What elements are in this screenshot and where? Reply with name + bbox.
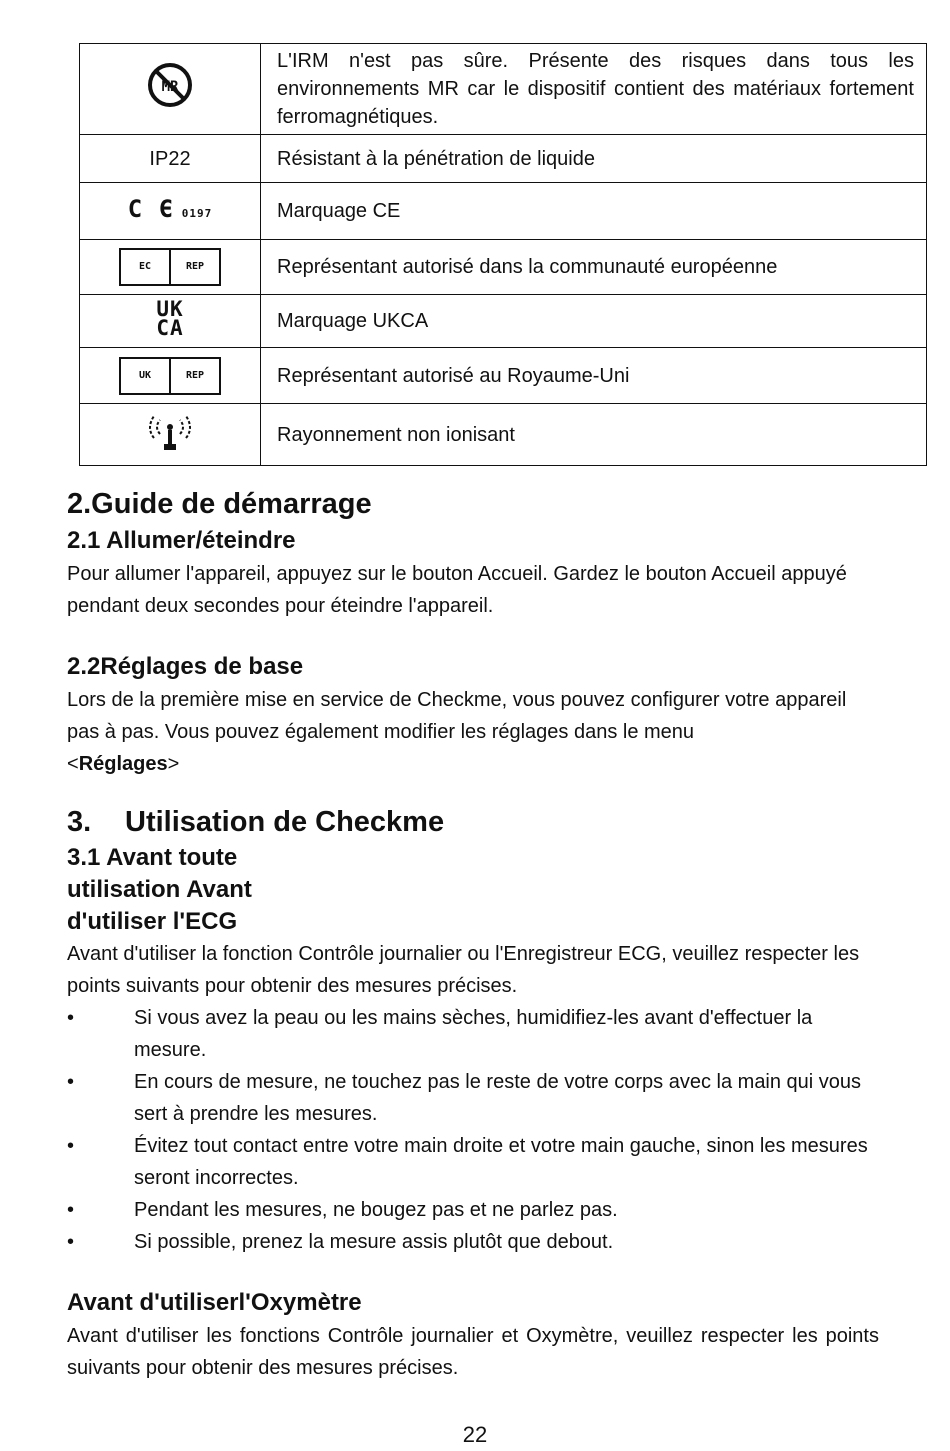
symbol-cell: [80, 348, 261, 404]
symbol-description: Rayonnement non ionisant: [261, 404, 927, 466]
section-3-1-heading-line: 3.1 Avant toute: [67, 844, 238, 871]
table-row: [80, 348, 927, 404]
precaution-list: [67, 1002, 877, 1258]
list-item: [67, 1130, 877, 1194]
bullet: •: [67, 1199, 75, 1221]
list-item: [67, 1066, 877, 1130]
section-3-heading: [67, 806, 907, 839]
list-item: [67, 1002, 877, 1066]
page-number: 22: [462, 1422, 488, 1447]
list-item: [67, 1226, 877, 1258]
symbol-description: Marquage CE: [261, 183, 927, 240]
list-item-text: Si vous avez la peau ou les mains sèches, humidifiez-les avant d'effectuer la mesure.: [134, 1007, 813, 1061]
oximeter-text: Avant d'utiliser les fonctions Contrôle journalier et Oxymètre, veuillez respecter les points suivants pour obtenir des mesures précises.: [67, 1325, 879, 1379]
table-row: [80, 44, 927, 135]
section-3-1-heading: [67, 842, 907, 938]
symbol-table: [79, 43, 927, 466]
list-item-text: Si possible, prenez la mesure assis plutôt que debout.: [134, 1231, 614, 1253]
menu-open-bracket: <: [67, 753, 79, 775]
section-2-heading: 2.Guide de démarrage: [67, 488, 372, 520]
ip22-label: IP22: [80, 135, 261, 183]
table-row: [80, 183, 927, 240]
table-row: [80, 135, 927, 183]
section-3-1-heading-line: utilisation Avant: [67, 876, 252, 903]
section-2-1-heading: 2.1 Allumer/éteindre: [67, 527, 296, 554]
settings-menu-name: Réglages: [78, 753, 168, 775]
svg-text:MR: MR: [161, 79, 179, 95]
table-row: [80, 295, 927, 348]
list-item-text: Évitez tout contact entre votre main droite et votre main gauche, sinon les mesures seront incorrectes.: [134, 1135, 868, 1189]
uk-rep-icon: UK REP: [119, 357, 221, 395]
table-row: [80, 404, 927, 466]
ec-rep-icon: EC REP: [119, 248, 221, 286]
section-2-1-text: Pour allumer l'appareil, appuyez sur le bouton Accueil. Gardez le bouton Accueil appuyé pendant deux secondes pour éteindre l'appareil.: [67, 563, 847, 617]
bullet: •: [67, 1231, 75, 1253]
ce-mark-icon: C Є 0197: [127, 194, 213, 223]
symbol-cell: [80, 295, 261, 348]
symbol-cell: [80, 404, 261, 466]
table-row: [80, 240, 927, 295]
symbol-description: L'IRM n'est pas sûre. Présente des risques dans tous les environnements MR car le dispositif contient des matériaux fortement ferromagnétiques.: [261, 44, 927, 135]
section-3-number: 3.: [67, 806, 92, 838]
section-3-1-intro: Avant d'utiliser la fonction Contrôle journalier ou l'Enregistreur ECG, veuillez respecter les points suivants pour obtenir des mesures précises.: [67, 943, 860, 997]
bullet: •: [67, 1135, 75, 1157]
section-2-2-heading: 2.2Réglages de base: [67, 653, 304, 680]
symbol-description: Représentant autorisé dans la communauté européenne: [261, 240, 927, 295]
symbol-description: Représentant autorisé au Royaume-Uni: [261, 348, 927, 404]
section-2-2-body: Lors de la première mise en service de Checkme, vous pouvez configurer votre appareil pas à pas. Vous pouvez également modifier les réglages dans le menu: [67, 689, 847, 743]
bullet: •: [67, 1007, 75, 1029]
section-3-1-heading-line: d'utiliser l'ECG: [67, 908, 238, 935]
list-item: [67, 1194, 877, 1226]
oximeter-heading: Avant d'utiliserl'Oxymètre: [67, 1289, 362, 1316]
mri-unsafe-icon: [143, 62, 197, 108]
symbol-cell: [80, 44, 261, 135]
section-3-title: Utilisation de Checkme: [125, 806, 445, 838]
bullet: •: [67, 1071, 75, 1093]
list-item-text: Pendant les mesures, ne bougez pas et ne parlez pas.: [134, 1199, 618, 1221]
ukca-mark-icon: UK CA: [156, 296, 184, 340]
non-ionizing-radiation-icon: [140, 408, 200, 454]
section-2-2-text: [67, 684, 867, 780]
symbol-cell: [80, 240, 261, 295]
symbol-description: Résistant à la pénétration de liquide: [261, 135, 927, 183]
menu-close-bracket: >: [167, 753, 180, 775]
symbol-cell: [80, 183, 261, 240]
symbol-description: Marquage UKCA: [261, 295, 927, 348]
list-item-text: En cours de mesure, ne touchez pas le reste de votre corps avec la main qui vous sert à prendre les mesures.: [134, 1071, 862, 1125]
